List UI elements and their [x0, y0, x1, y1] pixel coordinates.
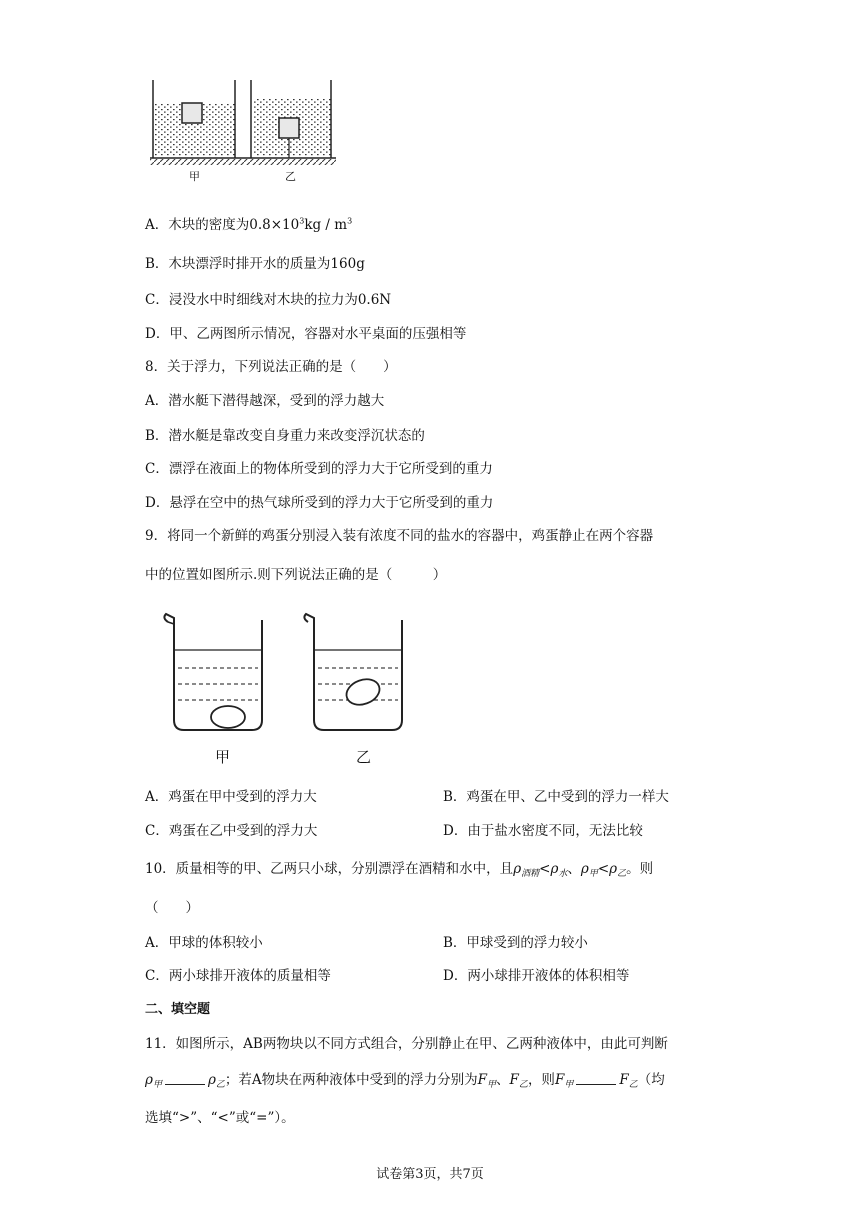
q9-stem-line1: 9．将同一个新鲜的鸡蛋分别浸入装有浓度不同的盐水的容器中，鸡蛋静止在两个容器	[145, 528, 654, 544]
q7-figure-label-right: 乙	[285, 170, 296, 183]
q11-blank-2[interactable]	[576, 1072, 616, 1085]
q7-option-b: B．木块漂浮时排开水的质量为160g	[145, 256, 365, 272]
page-footer: 试卷第3页，共7页	[376, 1167, 484, 1182]
q10-option-c: C．两小球排开液体的质量相等	[145, 968, 331, 984]
q11-blank-1[interactable]	[165, 1072, 205, 1085]
q11-stem-line1: 11．如图所示，AB两物块以不同方式组合，分别静止在甲、乙两种液体中，由此可判断	[145, 1036, 668, 1052]
q10-option-a: A．甲球的体积较小	[145, 935, 263, 951]
q8-option-c: C．漂浮在液面上的物体所受到的浮力大于它所受到的重力	[145, 461, 493, 477]
q10-stem-line1: 10．质量相等的甲、乙两只小球，分别漂浮在酒精和水中，且$\rho_{酒精}<\rho_水$、$\rho_甲<\rho_乙$。则	[145, 861, 654, 879]
q8-option-b: B．潜水艇是靠改变自身重力来改变浮沉状态的	[145, 428, 425, 444]
q7-option-d: D．甲、乙两图所示情况，容器对水平桌面的压强相等	[145, 326, 467, 342]
q10-option-b: B．甲球受到的浮力较小	[443, 935, 588, 951]
q8-stem: 8．关于浮力，下列说法正确的是（ ）	[145, 359, 397, 375]
q7-option-a: A．木块的密度为$0.8\times 10^3kg / m^3$	[145, 216, 353, 233]
q9-figure	[160, 612, 420, 742]
q9-option-b: B．鸡蛋在甲、乙中受到的浮力一样大	[443, 789, 669, 805]
q8-option-a: A．潜水艇下潜得越深，受到的浮力越大	[145, 393, 385, 409]
q9-option-c: C．鸡蛋在乙中受到的浮力大	[145, 823, 318, 839]
section-title: 二、填空题	[145, 1002, 211, 1017]
q7-figure-label-left: 甲	[189, 170, 200, 183]
q9-figure-label-left: 甲	[215, 748, 231, 766]
q9-stem-line2: 中的位置如图所示.则下列说法正确的是（ ）	[145, 567, 447, 583]
q7-option-c: C．浸没水中时细线对木块的拉力为0.6N	[145, 292, 392, 308]
q9-option-d: D．由于盐水密度不同，无法比较	[443, 823, 643, 839]
q7-figure	[148, 78, 338, 186]
q9-figure-label-right: 乙	[356, 748, 372, 766]
q11-stem-line2: $\rho_甲$ $\rho_乙$；若A物块在两种液体中受到的浮力分别为$F_甲$、$F_乙$，则$F_甲$ $F_乙$（均	[145, 1072, 665, 1090]
q11-stem-line3: 选填“>”、“<”或“=”）。	[145, 1110, 295, 1126]
q9-option-a: A．鸡蛋在甲中受到的浮力大	[145, 789, 317, 805]
q8-option-d: D．悬浮在空中的热气球所受到的浮力大于它所受到的重力	[145, 495, 494, 511]
q10-option-d: D．两小球排开液体的体积相等	[443, 968, 630, 984]
q10-stem-line2: （ ）	[145, 900, 199, 916]
